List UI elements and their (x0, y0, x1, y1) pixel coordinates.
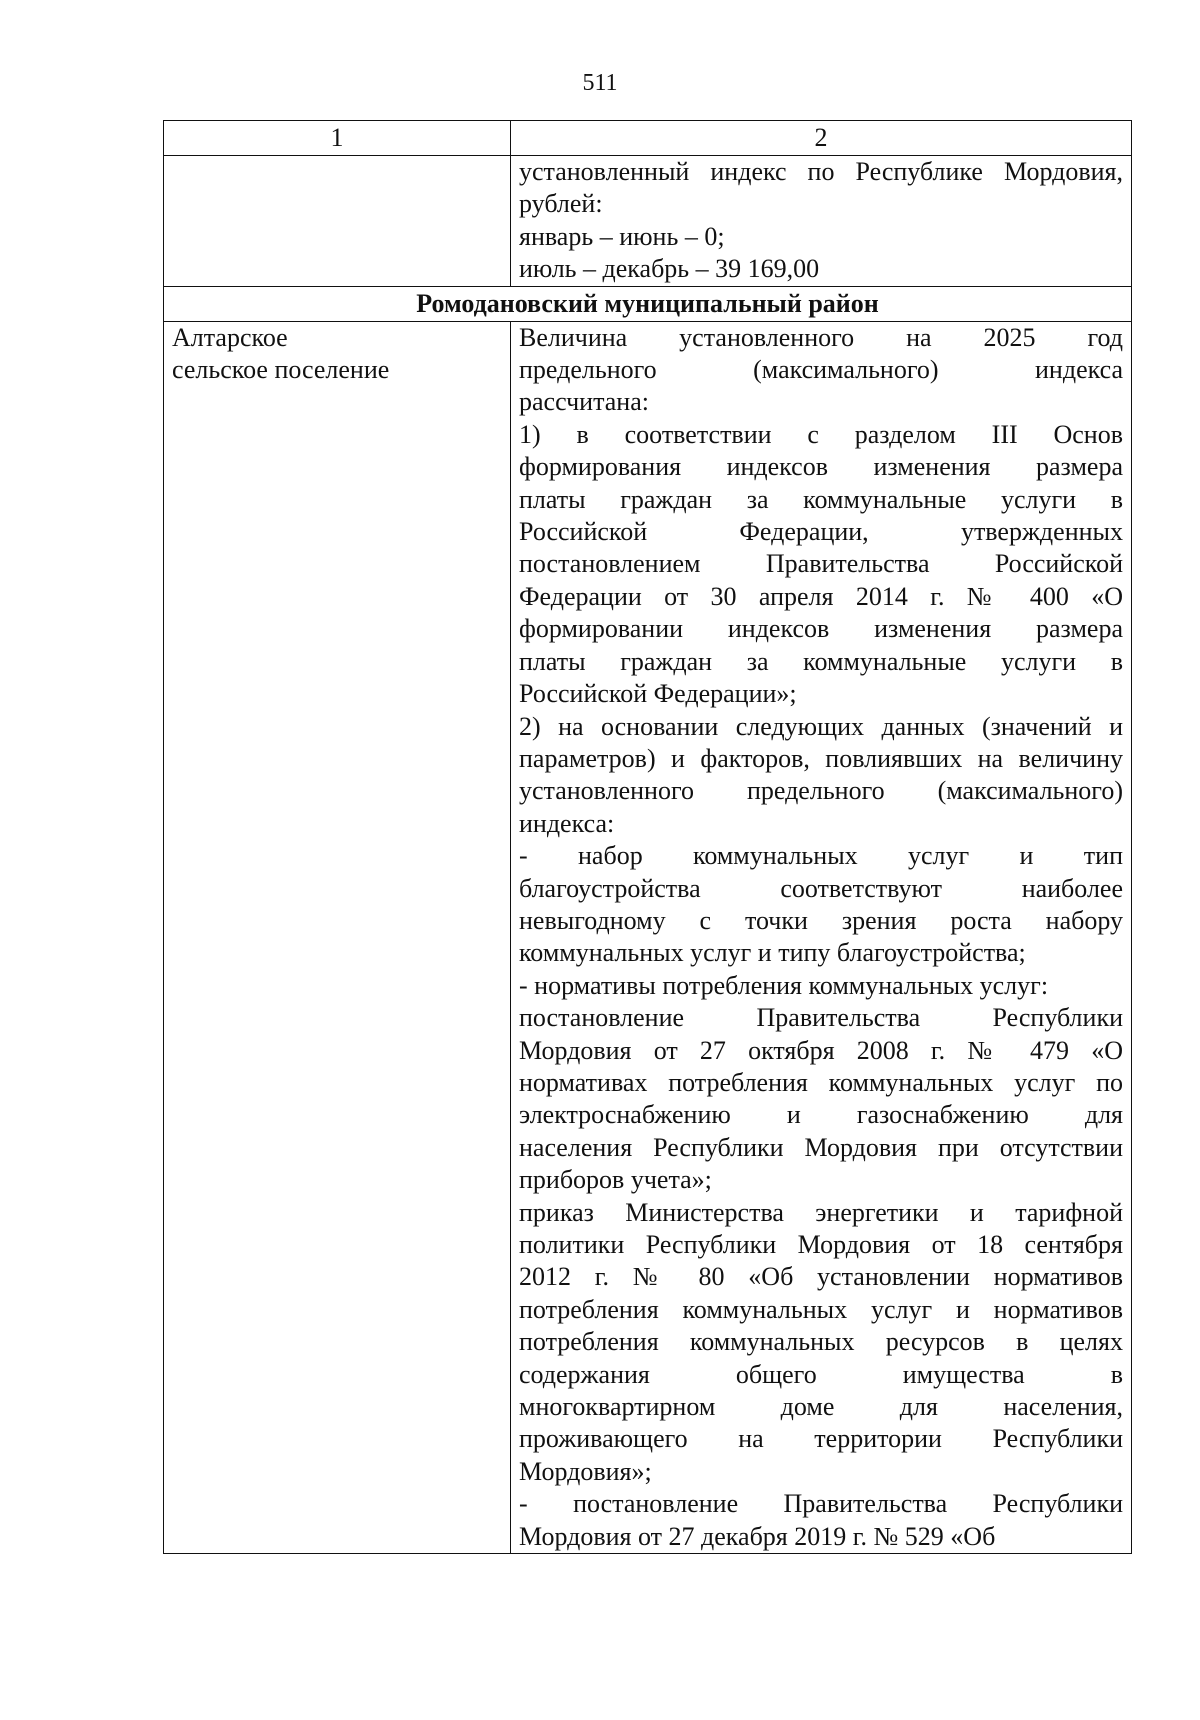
text-line: 2012 г. № 80 «Об установлении нормативов (519, 1262, 1123, 1292)
continuation-col-1 (164, 156, 511, 287)
text-line: установленный индекс по Республике Мордовия, (519, 157, 1123, 186)
continuation-col-2 (511, 156, 1132, 287)
text-line: платы граждан за коммунальные услуги в (519, 646, 1123, 676)
text-line: платы граждан за коммунальные услуги в (519, 484, 1123, 514)
text-line: приборов учета»; (519, 1165, 712, 1195)
text-line: сельское поселение (172, 355, 390, 385)
section-row (164, 286, 1132, 321)
text-line: постановлением Правительства Российской (519, 549, 1123, 579)
text-line: формирования индексов изменения размера (519, 452, 1123, 482)
section-title: Ромодановский муниципальный район (164, 286, 1132, 321)
text-line: Российской Федерации, утвержденных (519, 517, 1123, 547)
text-line: нормативах потребления коммунальных услуг по (519, 1067, 1123, 1097)
table-row (164, 321, 1132, 1553)
text-line: потребления коммунальных ресурсов в целях (519, 1327, 1123, 1357)
text-line: формировании индексов изменения размера (519, 614, 1123, 644)
table-row-continuation (164, 156, 1132, 287)
text-line: Мордовия от 27 октября 2008 г. № 479 «О (519, 1035, 1123, 1065)
text-line: приказ Министерства энергетики и тарифной (519, 1197, 1123, 1227)
text-line: содержания общего имущества в (519, 1359, 1123, 1389)
text-line: политики Республики Мордовия от 18 сентября (519, 1230, 1123, 1259)
text-line: постановление Правительства Республики (519, 1003, 1123, 1033)
header-col-2: 2 (511, 121, 1132, 156)
text-line: июль – декабрь – 39 169,00 (519, 254, 820, 284)
text-line: Мордовия»; (519, 1456, 652, 1486)
text-line: Алтарское (172, 322, 288, 352)
text-line: январь – июнь – 0; (519, 221, 725, 251)
text-line: установленного предельного (максимального) (519, 776, 1123, 806)
text-line: Мордовия от 27 декабря 2019 г. № 529 «Об (519, 1521, 996, 1551)
index-description (511, 321, 1132, 1553)
text-line: - набор коммунальных услуг и тип (519, 841, 1123, 871)
text-line: невыгодному с точки зрения роста набору (519, 905, 1123, 935)
table-header-row (164, 121, 1132, 156)
text-line: - постановление Правительства Республики (519, 1489, 1123, 1519)
text-line: Российской Федерации»; (519, 679, 797, 709)
index-table (163, 120, 1132, 1554)
text-line: рассчитана: (519, 387, 649, 417)
text-line: многоквартирном доме для населения, (519, 1392, 1123, 1422)
settlement-name (164, 321, 511, 1553)
text-line: проживающего на территории Республики (519, 1424, 1123, 1454)
text-line: населения Республики Мордовия при отсутствии (519, 1132, 1123, 1162)
text-line: 1) в соответствии с разделом III Основ (519, 419, 1123, 449)
text-line: предельного (максимального) индекса (519, 355, 1123, 385)
text-line: электроснабжению и газоснабжению для (519, 1100, 1123, 1130)
text-line: Величина установленного на 2025 год (519, 322, 1123, 352)
text-line: параметров) и факторов, повлиявших на величину (519, 743, 1123, 773)
text-line: благоустройства соответствуют наиболее (519, 873, 1123, 903)
text-line: - нормативы потребления коммунальных услуг: (519, 970, 1049, 1000)
page-number: 511 (582, 70, 618, 96)
header-col-1: 1 (164, 121, 511, 156)
text-line: 2) на основании следующих данных (значений и (519, 711, 1123, 741)
text-line: коммунальных услуг и типу благоустройства; (519, 938, 1026, 968)
text-line: рублей: (519, 189, 603, 219)
text-line: индекса: (519, 808, 615, 838)
text-line: потребления коммунальных услуг и нормативов (519, 1294, 1123, 1324)
text-line: Федерации от 30 апреля 2014 г. № 400 «О (519, 581, 1123, 611)
